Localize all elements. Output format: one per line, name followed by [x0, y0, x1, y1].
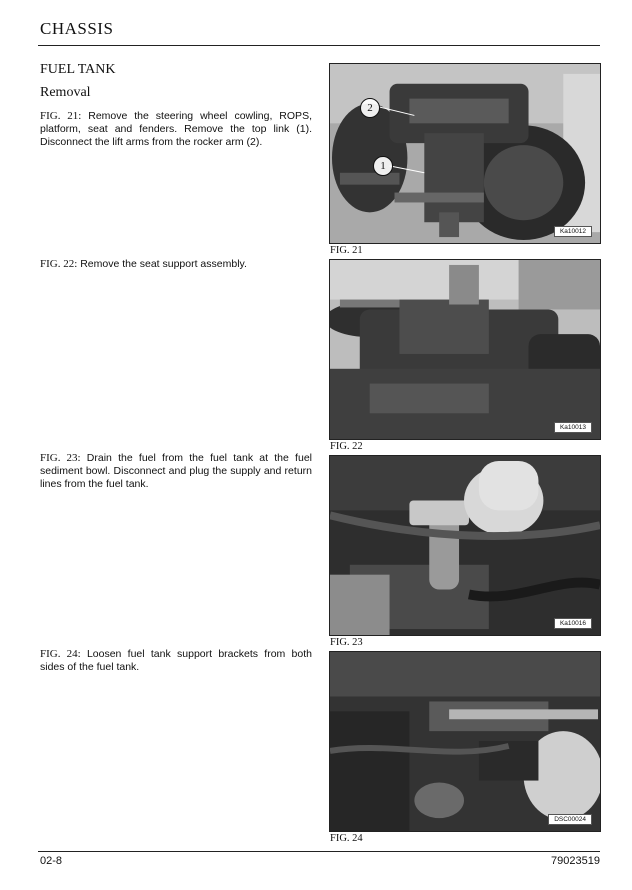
header-rule — [38, 45, 600, 46]
figure-24-photo — [329, 651, 601, 832]
section-title: FUEL TANK — [40, 62, 116, 77]
step-paragraph-fig23 — [40, 452, 312, 491]
figure-22-code: Ka10013 — [554, 422, 592, 433]
step-text: Remove the steering wheel cowling, ROPS, platform, seat and fenders. Remove the top link (1). Disconnect the lift arms from the rocker arm (2). — [40, 110, 312, 148]
figure-23-caption: FIG. 23 — [330, 637, 363, 648]
figure-21-code: Ka10012 — [554, 226, 592, 237]
seat-support-photo — [330, 260, 600, 439]
figure-22-caption: FIG. 22 — [330, 441, 363, 452]
footer-rule — [38, 851, 600, 852]
figure-23-code: Ka10016 — [554, 618, 592, 629]
page-number: 02-8 — [40, 855, 63, 867]
step-paragraph-fig21 — [40, 110, 312, 149]
figure-24-caption: FIG. 24 — [330, 833, 363, 844]
document-number: 79023519 — [551, 855, 600, 867]
step-fig-ref: FIG. 24: — [40, 648, 81, 660]
step-text: Remove the seat support assembly. — [77, 258, 247, 270]
figure-24-code: DSC00024 — [548, 814, 592, 825]
page-header-title: CHASSIS — [40, 19, 114, 38]
tank-bracket-photo — [330, 652, 600, 831]
step-fig-ref: FIG. 22: — [40, 258, 78, 270]
step-text: Loosen fuel tank support brackets from both sides of the fuel tank. — [40, 648, 312, 673]
figure-21-callout: 1 — [373, 156, 393, 176]
section-subtitle: Removal — [40, 85, 91, 100]
figure-21-caption: FIG. 21 — [330, 245, 363, 256]
figure-23-photo — [329, 455, 601, 636]
step-text: Drain the fuel from the fuel tank at the fuel sediment bowl. Disconnect and plug the supply and return lines from the fuel tank. — [40, 452, 312, 490]
figure-21-photo — [329, 63, 601, 244]
tractor-rear-photo — [330, 64, 600, 243]
step-paragraph-fig24 — [40, 648, 312, 674]
step-paragraph-fig22 — [40, 258, 312, 271]
step-fig-ref: FIG. 21: — [40, 110, 82, 122]
figure-22-photo — [329, 259, 601, 440]
figure-21-callout: 2 — [360, 98, 380, 118]
fuel-sediment-bowl-photo — [330, 456, 600, 635]
step-fig-ref: FIG. 23: — [40, 452, 81, 464]
